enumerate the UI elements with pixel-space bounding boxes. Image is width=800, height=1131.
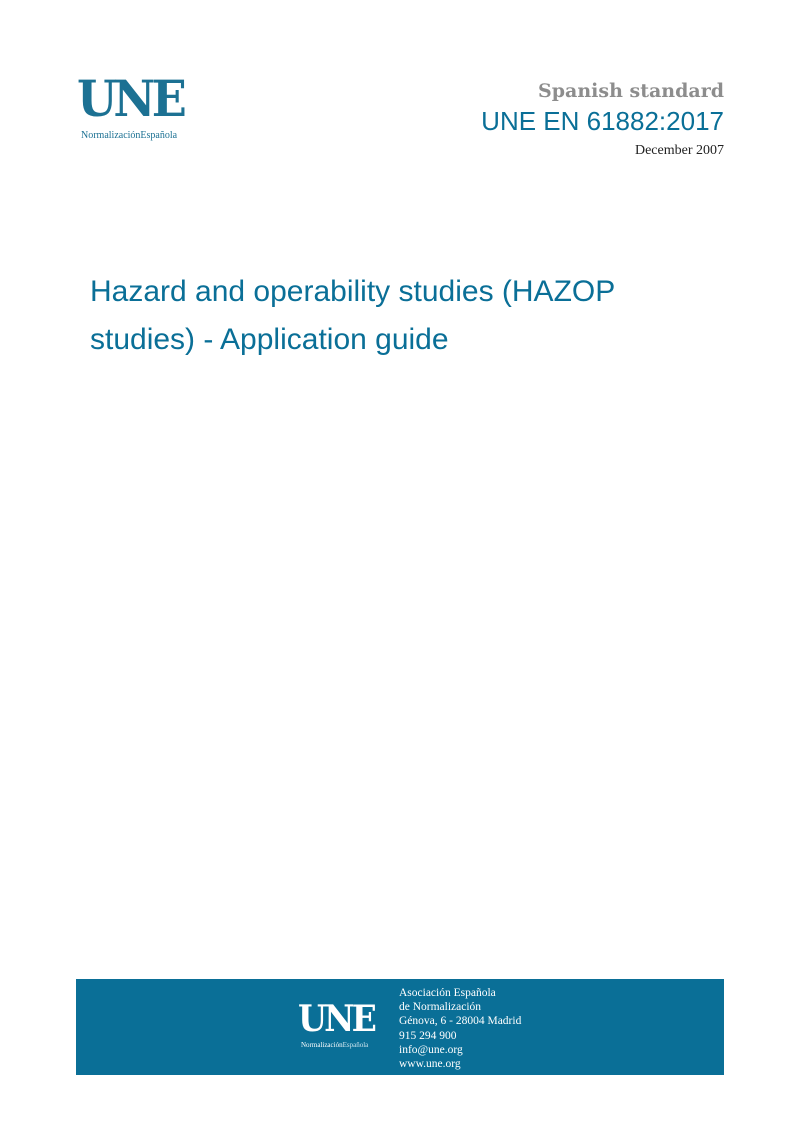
address-email: info@une.org [399, 1043, 463, 1056]
address-organization: Asociación Española [399, 987, 496, 999]
standard-label: Spanish standard [538, 80, 724, 102]
document-title [90, 268, 710, 364]
address-street: Génova, 6 - 28004 Madrid [399, 1015, 522, 1028]
document-title-line2: studies) - Application guide [90, 323, 449, 356]
footer-une-logo [298, 998, 388, 1053]
address-phone: 915 294 900 [399, 1029, 457, 1042]
une-logo [77, 69, 197, 146]
logo-tagline [81, 130, 177, 142]
standard-code: UNE EN 61882:2017 [481, 106, 724, 136]
standard-date: December 2007 [634, 143, 724, 158]
footer-logo-tagline-part2: Española [342, 1041, 369, 1049]
footer-logo-mark: UNE [298, 998, 375, 1040]
footer-address [399, 986, 521, 1071]
logo-tagline-part2: Española [140, 130, 178, 141]
address-website: www.une.org [399, 1058, 461, 1071]
footer-logo-tagline-part1: Normalización [301, 1041, 343, 1049]
document-title-line1: Hazard and operability studies (HAZOP [90, 275, 616, 308]
address-organization-cont: de Normalización [399, 1001, 482, 1014]
logo-tagline-part1: Normalización [81, 130, 141, 141]
footer-logo-tagline [301, 1041, 368, 1050]
footer-band [76, 979, 724, 1075]
standard-header [481, 78, 724, 160]
logo-mark: UNE [77, 69, 184, 128]
